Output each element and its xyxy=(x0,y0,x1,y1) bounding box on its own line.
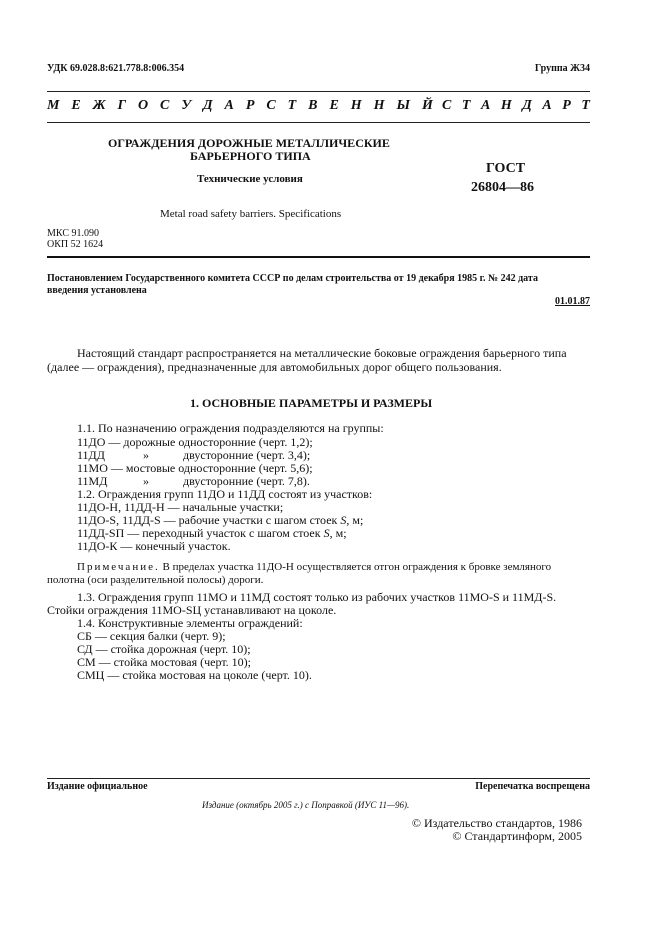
english-title: Metal road safety barriers. Specifications xyxy=(160,208,342,220)
group-11do: 11ДО — дорожные односторонние (черт. 1,2); xyxy=(77,435,313,449)
note-line-2: полотна (оси разделительной полосы) дороги. xyxy=(47,574,264,586)
group-11md-text: двусторонние (черт. 7,8). xyxy=(183,474,310,488)
footer-rule xyxy=(47,778,590,779)
banner-letter: Д xyxy=(522,98,532,113)
standard-banner xyxy=(47,92,590,120)
codes-rule xyxy=(47,256,590,258)
intro-line-1: Настоящий стандарт распространяется на металлические боковые ограждения барьерного типа xyxy=(77,346,567,360)
banner-letter: Ж xyxy=(92,98,106,113)
decree-line-1: Постановлением Государственного комитета СССР по делам строительства от 19 декабря 1985 г. № 242 дата xyxy=(47,273,538,284)
group-11mo: 11МО — мостовые односторонние (черт. 5,6); xyxy=(77,461,313,475)
gost-label: ГОСТ xyxy=(486,161,526,176)
title-line-1: ОГРАЖДЕНИЯ ДОРОЖНЫЕ МЕТАЛЛИЧЕСКИЕ xyxy=(108,136,390,150)
element-sd: СД — стойка дорожная (черт. 10); xyxy=(77,642,251,656)
decree-date: 01.01.87 xyxy=(555,296,590,307)
section-transition-text: 11ДД-SП — переходный участок с шагом стоек xyxy=(77,526,324,540)
group-11md-ditto: » xyxy=(143,474,149,488)
banner-letter: А xyxy=(224,98,234,113)
section-working-text: 11ДО-S, 11ДД-S — рабочие участки с шагом стоек xyxy=(77,513,341,527)
banner-letter: Р xyxy=(562,98,571,113)
edition-info: Издание (октябрь 2005 г.) с Поправкой (ИУС 11—96). xyxy=(202,800,410,810)
section-start: 11ДО-Н, 11ДД-Н — начальные участки; xyxy=(77,500,284,514)
banner-letter: О xyxy=(137,98,149,113)
gost-number: 26804—86 xyxy=(471,180,534,195)
banner-letter: С xyxy=(442,98,452,113)
banner-letter: В xyxy=(308,98,318,113)
section-end: 11ДО-К — конечный участок. xyxy=(77,539,231,553)
banner-letter: А xyxy=(480,98,491,113)
note-text: В пределах участка 11ДО-Н осуществляется отгон ограждения к бровке земляного xyxy=(159,561,552,573)
banner-letter: Н xyxy=(500,98,512,113)
step-symbol: S xyxy=(323,526,330,540)
banner-bottom-rule xyxy=(47,122,590,123)
official-edition: Издание официальное xyxy=(47,781,148,792)
element-sb: СБ — секция балки (черт. 9); xyxy=(77,629,226,643)
banner-letter: Г xyxy=(117,98,126,113)
decree-line-2: введения установлена xyxy=(47,285,147,296)
banner-letter: Н xyxy=(350,98,362,113)
title-line-2: БАРЬЕРНОГО ТИПА xyxy=(190,149,311,163)
banner-letter: М xyxy=(47,98,60,113)
group-11dd-code: 11ДД xyxy=(77,448,105,462)
clause-1-4: 1.4. Конструктивные элементы ограждений: xyxy=(77,616,303,630)
section-heading: 1. ОСНОВНЫЕ ПАРАМЕТРЫ И РАЗМЕРЫ xyxy=(190,396,433,410)
banner-letter: Е xyxy=(71,98,81,113)
note-label: Примечание. xyxy=(77,561,160,573)
banner-letter: У xyxy=(181,98,192,113)
subtitle: Технические условия xyxy=(197,173,303,185)
step-symbol: S xyxy=(340,513,347,527)
element-smc: СМЦ — стойка мостовая на цоколе (черт. 10). xyxy=(77,668,312,682)
okp-code: ОКП 52 1624 xyxy=(47,239,104,250)
banner-letter: А xyxy=(542,98,552,113)
banner-letter: Й xyxy=(421,98,433,113)
banner-letter: Р xyxy=(245,98,255,113)
group-11dd-text: двусторонние (черт. 3,4); xyxy=(183,448,311,462)
banner-letter: Т xyxy=(461,98,471,113)
copyright-1986: © Издательство стандартов, 1986 xyxy=(411,816,582,830)
group-11dd-ditto: » xyxy=(143,448,149,462)
clause-1-2: 1.2. Ограждения групп 11ДО и 11ДД состоят из участков: xyxy=(77,487,373,501)
note-line-1 xyxy=(77,561,551,573)
banner-letter: Т xyxy=(287,98,297,113)
banner-letter: Д xyxy=(203,98,213,113)
group-code: Группа Ж34 xyxy=(534,63,590,74)
clause-1-1: 1.1. По назначению ограждения подразделяются на группы: xyxy=(77,421,384,435)
section-working-unit: , м; xyxy=(346,513,364,527)
banner-letter: С xyxy=(160,98,170,113)
clause-1-3-line-2: Стойки ограждения 11МО-SЦ устанавливают на цоколе. xyxy=(47,603,337,617)
banner-word-standard xyxy=(442,98,590,114)
banner-letter: С xyxy=(266,98,276,113)
mks-code: МКС 91.090 xyxy=(47,228,99,239)
group-11md-code: 11МД xyxy=(77,474,108,488)
copyright-2005: © Стандартинформ, 2005 xyxy=(452,829,582,843)
banner-letter: Ы xyxy=(396,98,411,113)
banner-letter: Н xyxy=(373,98,385,113)
udk-code: УДК 69.028.8:621.778.8:006.354 xyxy=(47,63,185,74)
reprint-notice: Перепечатка воспрещена xyxy=(475,781,590,792)
banner-letter: Е xyxy=(329,98,339,113)
intro-line-2: (далее — ограждения), предназначенные для автомобильных дорог общего пользования. xyxy=(47,360,502,374)
banner-word-interstate xyxy=(47,98,433,114)
element-sm: СМ — стойка мостовая (черт. 10); xyxy=(77,655,252,669)
clause-1-3-line-1: 1.3. Ограждения групп 11МО и 11МД состоят только из рабочих участков 11МО-S и 11МД-S. xyxy=(77,590,557,604)
banner-letter: Т xyxy=(581,98,590,113)
section-transition-unit: , м; xyxy=(329,526,347,540)
